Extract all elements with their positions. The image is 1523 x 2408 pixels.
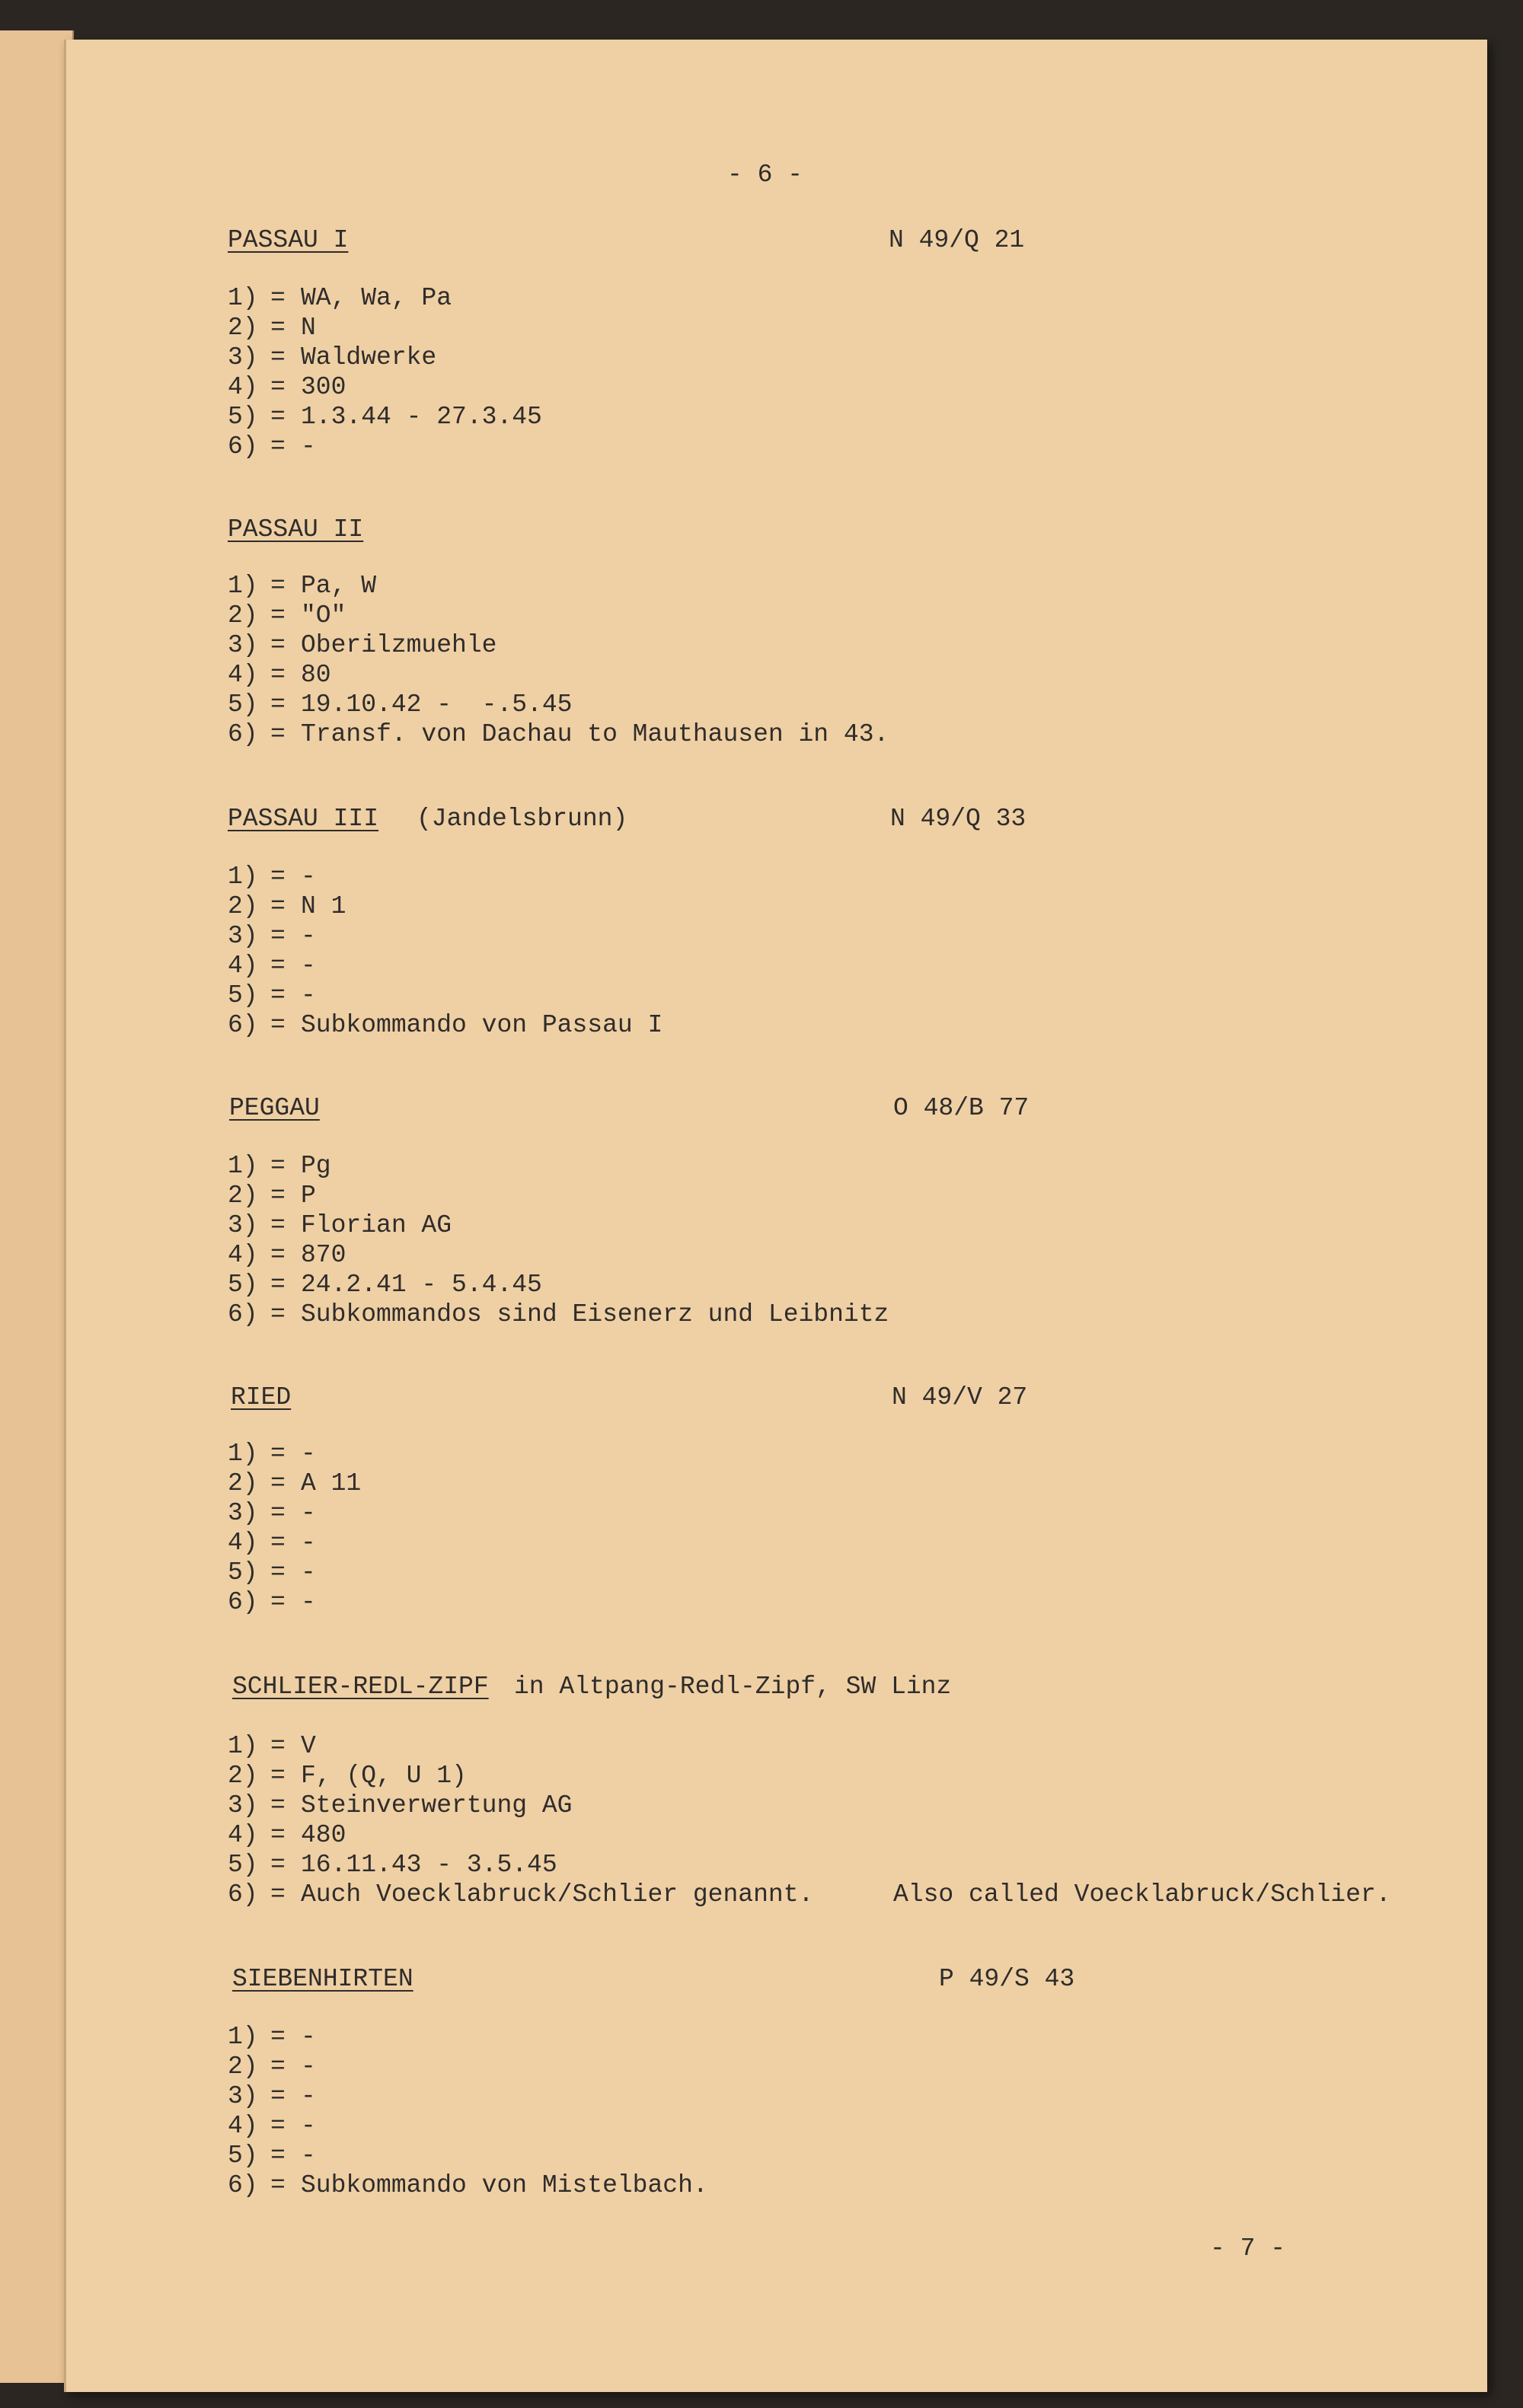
- list-item: 4) = -: [228, 1529, 316, 1557]
- list-item: 6) = Transf. von Dachau to Mauthausen in 43.: [228, 720, 889, 748]
- entry-list: [228, 571, 889, 749]
- list-item: 5) = -: [228, 981, 316, 1009]
- list-item: 6) = Subkommandos sind Eisenerz und Leibnitz: [228, 1300, 889, 1328]
- map-coordinate: N 49/Q 33: [890, 805, 1027, 833]
- list-item: 3) = -: [228, 1499, 316, 1527]
- list-item: 5) = -: [228, 2142, 316, 2170]
- list-item: 2) = N: [228, 314, 316, 342]
- list-item: 6) = Subkommando von Mistelbach.: [228, 2171, 708, 2199]
- list-item: 2) = -: [228, 2052, 316, 2081]
- list-item: 5) = 24.2.41 - 5.4.45: [228, 1271, 542, 1299]
- list-item: 6) = Subkommando von Passau I: [228, 1011, 663, 1039]
- map-coordinate: N 49/V 27: [892, 1383, 1028, 1411]
- section-title: SCHLIER-REDL-ZIPF: [232, 1673, 489, 1701]
- section-title: RIED: [231, 1383, 292, 1411]
- page-number-bottom: - 7 -: [1210, 2234, 1286, 2263]
- list-item: 4) = 480: [228, 1821, 346, 1849]
- map-coordinate: P 49/S 43: [939, 1965, 1075, 1993]
- list-item: 3) = Waldwerke: [228, 343, 437, 372]
- section-title: PASSAU I: [228, 226, 349, 254]
- entry-list: [228, 1731, 813, 1909]
- list-item: 5) = 19.10.42 - -.5.45: [228, 691, 573, 719]
- list-item: 6) = Auch Voecklabruck/Schlier genannt.: [228, 1880, 814, 1909]
- list-item: 1) = -: [228, 1440, 316, 1468]
- list-item: 2) = A 11: [228, 1469, 362, 1497]
- section-title: SIEBENHIRTEN: [232, 1965, 413, 1993]
- list-item: 1) = Pg: [228, 1152, 331, 1180]
- list-item: 4) = 870: [228, 1241, 346, 1269]
- list-item: 3) = Oberilzmuehle: [228, 631, 497, 659]
- list-item: 1) = V: [228, 1732, 316, 1760]
- list-item: 5) = 16.11.43 - 3.5.45: [228, 1851, 557, 1879]
- list-item: 1) = -: [228, 863, 316, 891]
- list-item: 3) = -: [228, 922, 316, 950]
- english-note: Also called Voecklabruck/Schlier.: [893, 1880, 1391, 1909]
- list-item: 6) = -: [228, 1588, 316, 1616]
- section-title: PASSAU II: [228, 515, 364, 544]
- list-item: 1) = Pa, W: [228, 572, 377, 600]
- list-item: 1) = -: [228, 2023, 316, 2051]
- entry-list: [228, 1439, 361, 1617]
- list-item: 5) = -: [228, 1558, 316, 1587]
- section-title: PASSAU III: [228, 805, 379, 833]
- entry-list: [228, 283, 542, 461]
- list-item: 6) = -: [228, 432, 316, 461]
- map-coordinate: N 49/Q 21: [889, 226, 1025, 254]
- list-item: 2) = P: [228, 1182, 316, 1210]
- section-title: PEGGAU: [229, 1094, 320, 1122]
- section-subtitle: in Altpang-Redl-Zipf, SW Linz: [514, 1673, 952, 1701]
- list-item: 4) = 80: [228, 661, 331, 689]
- list-item: 5) = 1.3.44 - 27.3.45: [228, 403, 542, 431]
- list-item: 4) = -: [228, 952, 316, 980]
- list-item: 3) = Florian AG: [228, 1211, 452, 1239]
- list-item: 2) = N 1: [228, 892, 346, 920]
- entry-list: [228, 1151, 889, 1329]
- list-item: 4) = 300: [228, 373, 346, 401]
- list-item: 2) = "O": [228, 601, 346, 630]
- list-item: 3) = -: [228, 2082, 316, 2110]
- entry-list: [228, 862, 663, 1040]
- entry-list: [228, 2022, 708, 2200]
- document-page: [64, 40, 1487, 2392]
- page-number-top: - 6 -: [727, 161, 803, 189]
- list-item: 3) = Steinverwertung AG: [228, 1791, 573, 1820]
- list-item: 4) = -: [228, 2112, 316, 2140]
- list-item: 1) = WA, Wa, Pa: [228, 284, 452, 312]
- list-item: 2) = F, (Q, U 1): [228, 1762, 467, 1790]
- adjacent-page-edge: [0, 30, 74, 2383]
- map-coordinate: O 48/B 77: [893, 1094, 1030, 1122]
- section-subtitle: (Jandelsbrunn): [417, 805, 628, 833]
